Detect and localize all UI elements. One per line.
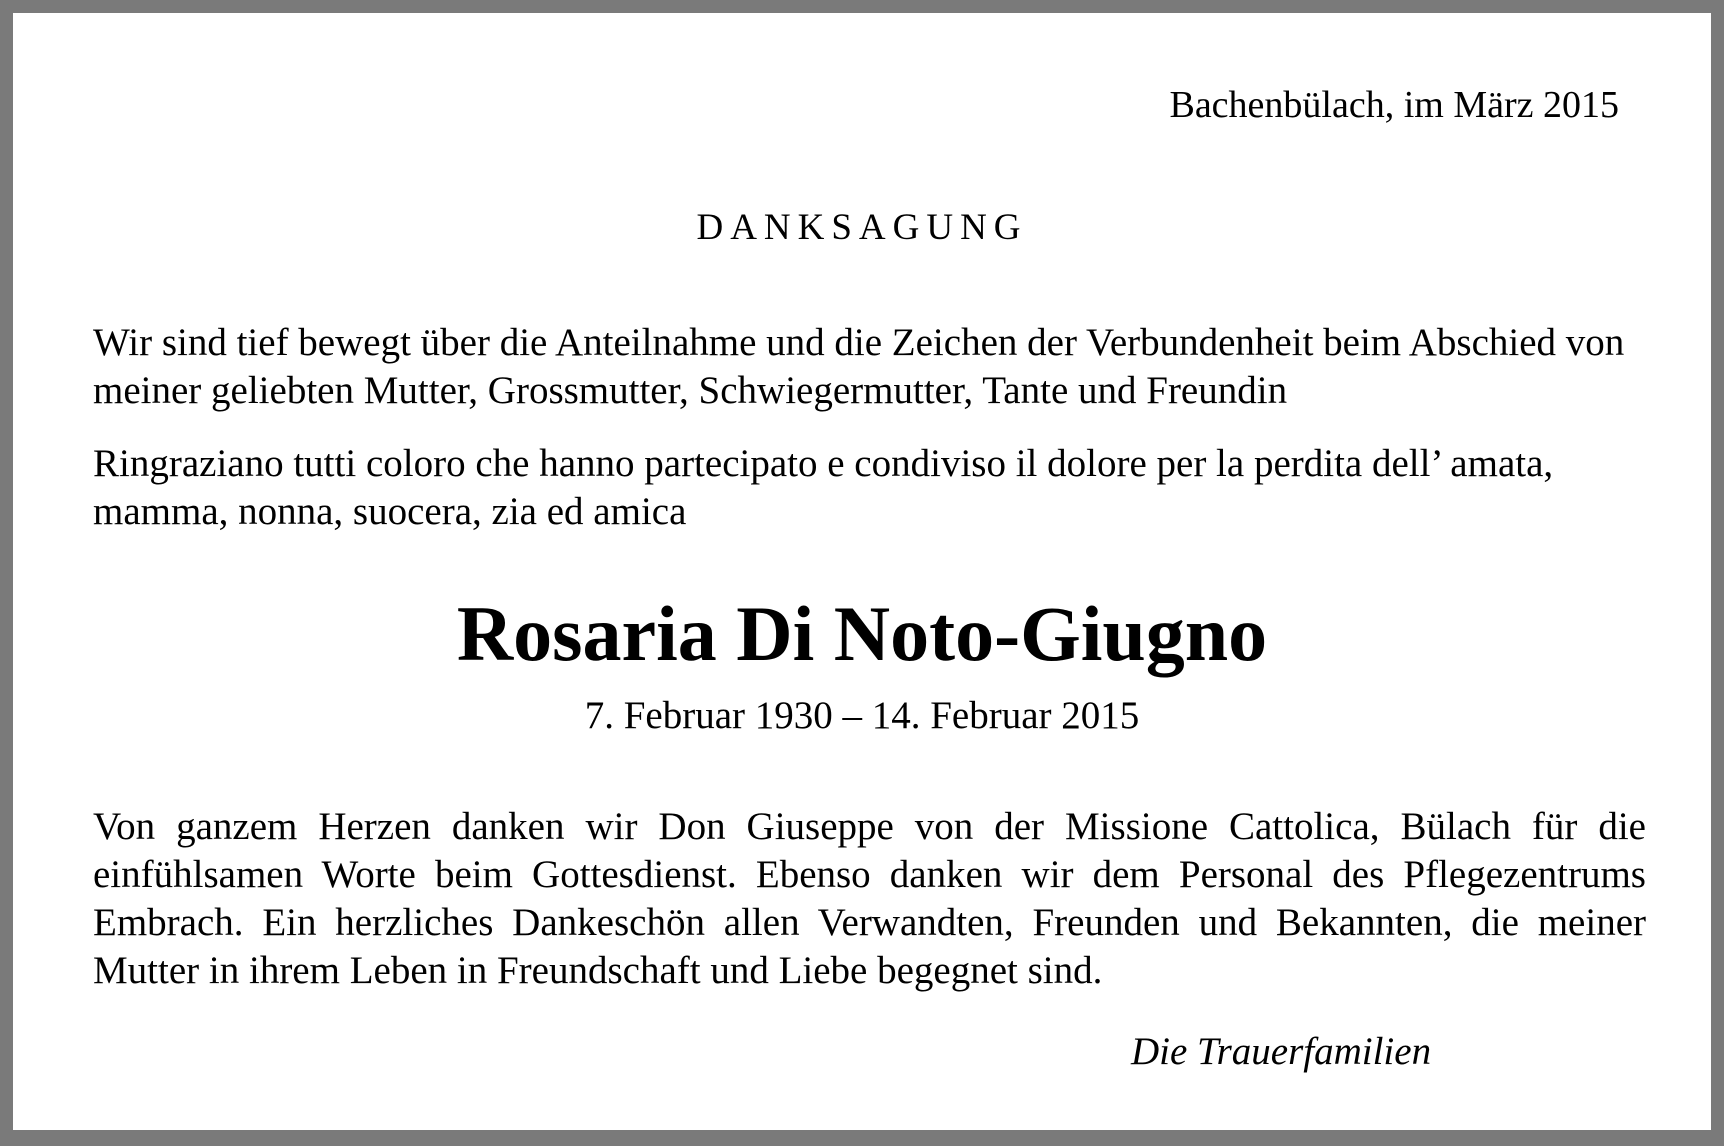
notice-page <box>13 13 1711 1130</box>
deceased-name: Rosaria Di Noto-Giugno <box>456 590 1268 677</box>
signature: Die Trauerfamilien <box>1131 1030 1432 1073</box>
place-date: Bachenbülach, im März 2015 <box>1169 84 1619 126</box>
paragraph-italian: Ringraziano tutti coloro che hanno partecipato e condiviso il dolore per la perdita dell’ amata, mamma, nonna, suocera, zia ed amica <box>93 442 1554 533</box>
notice-heading: DANKSAGUNG <box>696 207 1028 248</box>
thanks-paragraph: Von ganzem Herzen danken wir Don Giuseppe von der Missione Cattolica, Bülach für die einfühlsamen Worte beim Gottesdienst. Ebenso danken wir dem Personal des Pflegezentrums Embrach. Ein herzliches Dankeschön allen Verwandten, Freunden und Bekannten, die meiner Mutter in ihrem Leben in Freundschaft und Liebe begegnet sind. <box>93 805 1646 992</box>
life-dates: 7. Februar 1930 – 14. Februar 2015 <box>584 694 1140 737</box>
paragraph-german: Wir sind tief bewegt über die Anteilnahme und die Zeichen der Verbundenheit beim Abschied von meiner geliebten Mutter, Grossmutter, Schwiegermutter, Tante und Freundin <box>93 321 1625 412</box>
